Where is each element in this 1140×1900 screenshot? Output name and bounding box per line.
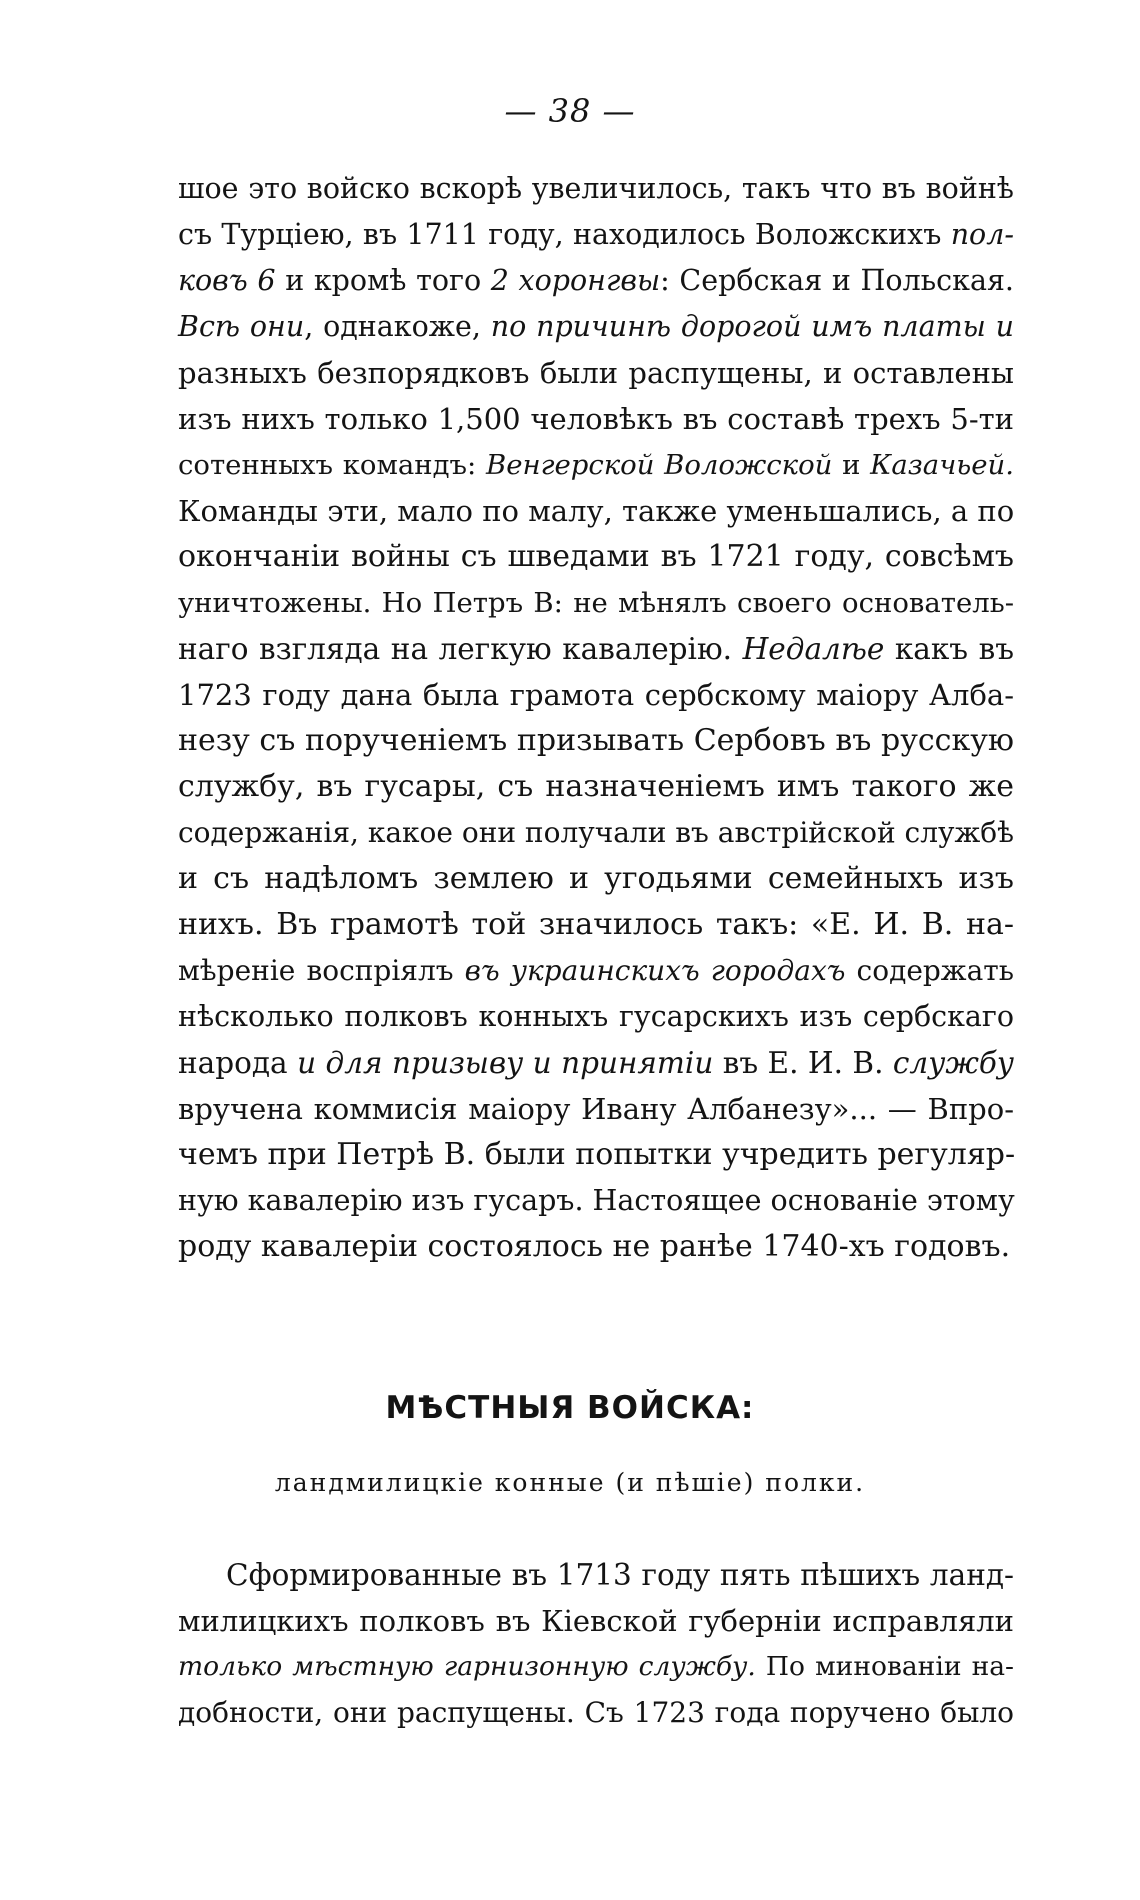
text-line: окончаніи войны съ шведами въ 1721 году, совсѣмъ xyxy=(178,539,1014,574)
text-line: милицкихъ полковъ въ Кіевской губерніи исправляли xyxy=(178,1604,1014,1638)
text-line: службу, въ гусары, съ назначеніемъ имъ такого же xyxy=(178,769,1014,804)
text-line: Всѣ они, однакоже, по причинѣ дорогой имъ платы и xyxy=(178,310,1014,343)
text-line: шое это войско вскорѣ увеличилось, такъ что въ войнѣ xyxy=(178,172,1014,205)
text-line: народа и для призыву и принятіи въ Е. И. В. службу xyxy=(178,1046,1014,1080)
text-line: вручена коммисія маіору Ивану Албанезу»... — Впро- xyxy=(178,1092,1014,1126)
text-line: Команды эти, мало по малу, также уменьшались, а по xyxy=(178,494,1015,528)
text-line: наго взгляда на легкую кавалерію. Недалѣе какъ въ xyxy=(178,632,1014,666)
body-text-main xyxy=(178,166,1014,1270)
text-line: разныхъ безпорядковъ были распущены, и оставлены xyxy=(178,356,1014,390)
text-line: 1723 году дана была грамота сербскому маіору Алба- xyxy=(178,678,1014,712)
page-number: — 38 — xyxy=(504,92,636,130)
text-line: роду кавалеріи состоялось не ранѣе 1740-хъ годовъ. xyxy=(178,1229,1011,1264)
section-title: МѢСТНЫЯ ВОЙСКА: xyxy=(385,1390,755,1426)
text-line: ную кавалерію изъ гусаръ. Настоящее основаніе этому xyxy=(178,1184,1015,1217)
text-line: Сформированные въ 1713 году пять пѣшихъ ланд- xyxy=(226,1558,1014,1592)
text-line: съ Турціею, въ 1711 году, находилось Воложскихъ пол- xyxy=(178,218,1014,251)
text-line: только мѣстную гарнизонную службу. По миновaніи на- xyxy=(178,1651,1014,1682)
text-line: добности, они распущены. Съ 1723 года поручено было xyxy=(178,1696,1014,1729)
text-line: нихъ. Въ грамотѣ той значилось такъ: «Е. И. В. на- xyxy=(178,907,1014,942)
text-line: ковъ 6 и кромѣ того 2 хоронгвы: Сербская и Польская. xyxy=(178,264,1014,297)
text-line: уничтожены. Но Петръ В: не мѣнялъ своего основатель- xyxy=(178,587,1014,619)
text-line: незу съ порученіемъ призывать Сербовъ въ русскую xyxy=(178,723,1014,758)
body-text-section xyxy=(178,1552,1014,1736)
text-line: сотенныхъ командъ: Венгерской Воложской и Казачьей. xyxy=(178,449,1015,481)
text-line: чемъ при Петрѣ В. были попытки учредить регуляр- xyxy=(178,1137,1016,1172)
text-line: и съ надѣломъ землею и угодьями семейныхъ изъ xyxy=(178,861,1014,896)
text-line: содержанія, какое они получали въ австрійской службѣ xyxy=(178,816,1014,849)
text-line: изъ нихъ только 1,500 человѣкъ въ составѣ трехъ 5-ти xyxy=(178,402,1014,436)
text-line: мѣреніе воспріялъ въ украинскихъ городахъ содержать xyxy=(178,954,1014,987)
text-line: нѣсколько полковъ конныхъ гусарскихъ изъ сербскаго xyxy=(178,1000,1014,1033)
section-subtitle: ландмилицкіе конные (и пѣшіе) полки. xyxy=(274,1468,866,1497)
